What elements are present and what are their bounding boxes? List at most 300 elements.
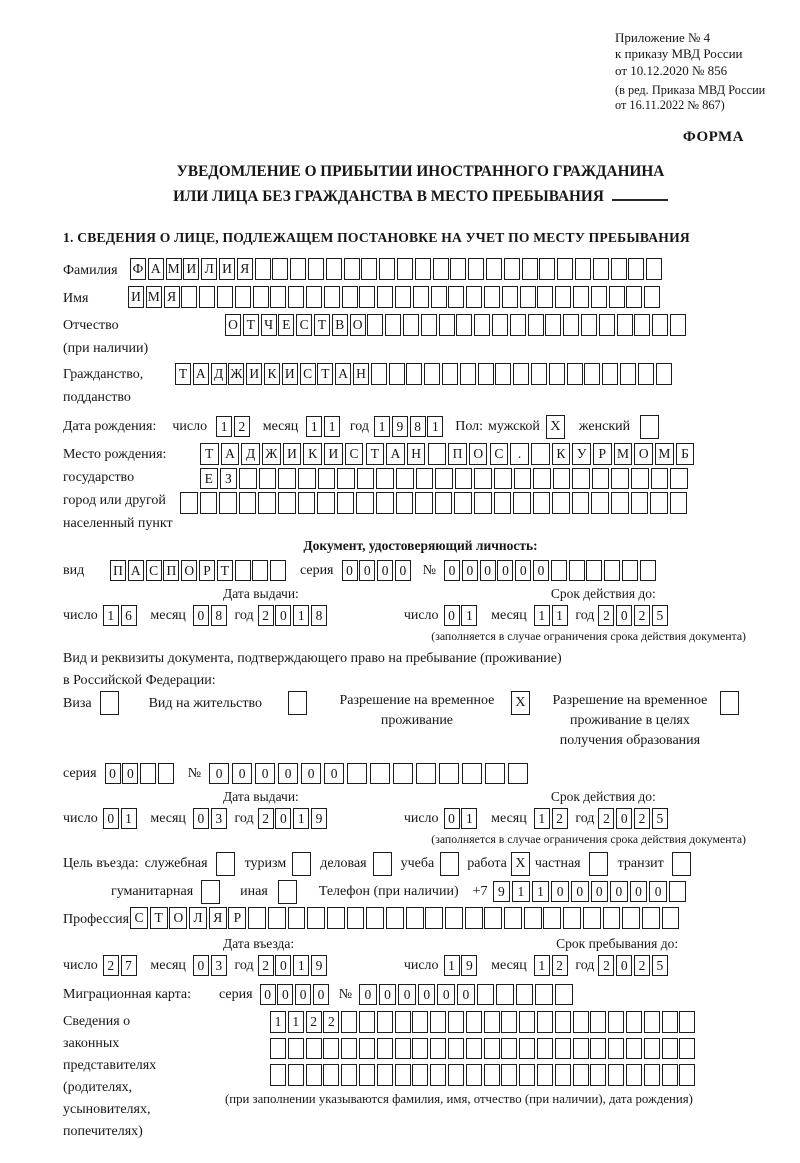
char-cell[interactable] [306, 1064, 322, 1086]
char-cell[interactable] [662, 1038, 678, 1060]
char-cell[interactable] [403, 314, 419, 336]
char-cell[interactable]: Т [150, 907, 168, 929]
char-cell[interactable]: Т [317, 363, 333, 385]
char-cell[interactable] [430, 1011, 446, 1033]
char-cell[interactable] [591, 286, 607, 308]
char-cell[interactable]: 0 [193, 605, 209, 627]
char-cell[interactable] [573, 1011, 589, 1033]
char-cell[interactable] [575, 258, 591, 280]
char-cell[interactable] [646, 258, 662, 280]
char-cell[interactable]: Е [278, 314, 294, 336]
char-cell[interactable] [524, 907, 542, 929]
char-cell[interactable]: 0 [275, 605, 291, 627]
char-cell[interactable]: 9 [311, 808, 327, 830]
char-cell[interactable] [484, 907, 502, 929]
char-cell[interactable] [389, 363, 405, 385]
char-cell[interactable]: А [128, 560, 144, 582]
char-cell[interactable] [253, 286, 269, 308]
char-cell[interactable] [533, 492, 551, 514]
char-cell[interactable]: К [303, 443, 322, 465]
char-cell[interactable]: 8 [311, 605, 327, 627]
char-cell[interactable] [439, 763, 459, 785]
char-cell[interactable]: 0 [444, 808, 460, 830]
char-cell[interactable] [592, 468, 610, 490]
char-cell[interactable] [406, 363, 422, 385]
char-cell[interactable]: 1 [534, 955, 550, 977]
transit-checkbox[interactable] [672, 852, 691, 876]
char-cell[interactable]: И [246, 363, 262, 385]
char-cell[interactable]: М [614, 443, 633, 465]
char-cell[interactable] [462, 763, 482, 785]
char-cell[interactable] [519, 1064, 535, 1086]
char-cell[interactable]: 1 [293, 605, 309, 627]
char-cell[interactable] [583, 907, 601, 929]
char-cell[interactable] [448, 286, 464, 308]
char-cell[interactable] [552, 492, 570, 514]
char-cell[interactable]: С [296, 314, 312, 336]
char-cell[interactable] [553, 468, 571, 490]
char-cell[interactable]: 1 [534, 808, 550, 830]
char-cell[interactable]: 2 [634, 955, 650, 977]
char-cell[interactable]: 0 [103, 808, 119, 830]
char-cell[interactable] [371, 363, 387, 385]
char-cell[interactable] [501, 1064, 517, 1086]
char-cell[interactable]: 2 [552, 955, 568, 977]
char-cell[interactable] [501, 1038, 517, 1060]
char-cell[interactable]: 2 [598, 808, 614, 830]
char-cell[interactable] [359, 1038, 375, 1060]
char-cell[interactable] [528, 314, 544, 336]
char-cell[interactable]: 0 [480, 560, 496, 582]
char-cell[interactable]: 2 [598, 605, 614, 627]
char-cell[interactable]: 2 [634, 605, 650, 627]
char-cell[interactable] [555, 984, 573, 1006]
char-cell[interactable] [376, 468, 394, 490]
char-cell[interactable] [270, 1038, 286, 1060]
char-cell[interactable] [474, 492, 492, 514]
char-cell[interactable] [631, 468, 649, 490]
char-cell[interactable] [288, 907, 306, 929]
char-cell[interactable] [537, 1038, 553, 1060]
char-cell[interactable] [514, 468, 532, 490]
char-cell[interactable] [270, 286, 286, 308]
char-cell[interactable] [460, 363, 476, 385]
char-cell[interactable]: 1 [103, 605, 119, 627]
char-cell[interactable] [341, 1038, 357, 1060]
char-cell[interactable] [670, 314, 686, 336]
char-cell[interactable]: 0 [105, 763, 121, 785]
char-cell[interactable] [656, 363, 672, 385]
char-cell[interactable] [573, 286, 589, 308]
char-cell[interactable] [502, 286, 518, 308]
char-cell[interactable]: 1 [121, 808, 137, 830]
char-cell[interactable] [415, 492, 433, 514]
char-cell[interactable] [631, 492, 649, 514]
char-cell[interactable] [239, 468, 257, 490]
char-cell[interactable] [508, 763, 528, 785]
char-cell[interactable]: 2 [234, 416, 250, 438]
char-cell[interactable] [555, 286, 571, 308]
char-cell[interactable]: 9 [461, 955, 477, 977]
char-cell[interactable] [341, 1011, 357, 1033]
char-cell[interactable] [359, 1011, 375, 1033]
char-cell[interactable]: 0 [275, 808, 291, 830]
char-cell[interactable]: 2 [258, 955, 274, 977]
char-cell[interactable]: 1 [512, 881, 530, 903]
char-cell[interactable] [337, 468, 355, 490]
char-cell[interactable] [604, 560, 620, 582]
char-cell[interactable] [593, 258, 609, 280]
char-cell[interactable] [377, 286, 393, 308]
char-cell[interactable]: 7 [121, 955, 137, 977]
char-cell[interactable] [415, 258, 431, 280]
char-cell[interactable] [543, 907, 561, 929]
char-cell[interactable]: 0 [379, 984, 397, 1006]
char-cell[interactable] [288, 286, 304, 308]
char-cell[interactable] [626, 1038, 642, 1060]
char-cell[interactable]: Н [353, 363, 369, 385]
char-cell[interactable]: 0 [377, 560, 393, 582]
char-cell[interactable] [670, 492, 688, 514]
char-cell[interactable]: 0 [277, 984, 293, 1006]
char-cell[interactable] [608, 1064, 624, 1086]
char-cell[interactable]: 0 [275, 955, 291, 977]
char-cell[interactable] [323, 1064, 339, 1086]
char-cell[interactable] [474, 468, 492, 490]
char-cell[interactable] [435, 468, 453, 490]
char-cell[interactable] [252, 560, 268, 582]
humanitarian-checkbox[interactable] [201, 880, 220, 904]
char-cell[interactable]: . [510, 443, 529, 465]
char-cell[interactable]: И [183, 258, 199, 280]
char-cell[interactable] [590, 1011, 606, 1033]
char-cell[interactable] [478, 363, 494, 385]
char-cell[interactable] [255, 258, 271, 280]
char-cell[interactable] [484, 1011, 500, 1033]
char-cell[interactable] [439, 314, 455, 336]
char-cell[interactable] [307, 907, 325, 929]
char-cell[interactable] [377, 1011, 393, 1033]
char-cell[interactable]: Ж [228, 363, 244, 385]
char-cell[interactable] [200, 492, 218, 514]
char-cell[interactable]: 0 [533, 560, 549, 582]
char-cell[interactable] [298, 492, 316, 514]
char-cell[interactable]: 0 [437, 984, 455, 1006]
char-cell[interactable]: С [345, 443, 364, 465]
char-cell[interactable]: С [300, 363, 316, 385]
tourism-checkbox[interactable] [292, 852, 311, 876]
char-cell[interactable] [466, 1038, 482, 1060]
char-cell[interactable] [344, 258, 360, 280]
char-cell[interactable] [270, 560, 286, 582]
char-cell[interactable] [563, 907, 581, 929]
char-cell[interactable] [549, 363, 565, 385]
char-cell[interactable] [377, 1064, 393, 1086]
char-cell[interactable]: 0 [342, 560, 358, 582]
male-checkbox[interactable]: X [546, 415, 565, 439]
char-cell[interactable]: 0 [301, 763, 321, 785]
char-cell[interactable]: 2 [552, 808, 568, 830]
char-cell[interactable] [474, 314, 490, 336]
char-cell[interactable]: 2 [306, 1011, 322, 1033]
char-cell[interactable] [342, 286, 358, 308]
char-cell[interactable]: П [163, 560, 179, 582]
char-cell[interactable] [486, 258, 502, 280]
char-cell[interactable]: 0 [444, 560, 460, 582]
char-cell[interactable]: 1 [293, 955, 309, 977]
char-cell[interactable]: 0 [515, 560, 531, 582]
char-cell[interactable] [504, 258, 520, 280]
char-cell[interactable]: 1 [461, 605, 477, 627]
char-cell[interactable]: 1 [324, 416, 340, 438]
char-cell[interactable] [572, 468, 590, 490]
char-cell[interactable] [379, 258, 395, 280]
char-cell[interactable] [516, 984, 534, 1006]
char-cell[interactable]: 0 [122, 763, 138, 785]
char-cell[interactable] [288, 1038, 304, 1060]
char-cell[interactable] [258, 492, 276, 514]
char-cell[interactable] [520, 286, 536, 308]
char-cell[interactable]: 0 [610, 881, 628, 903]
char-cell[interactable]: 0 [649, 881, 667, 903]
char-cell[interactable]: 0 [209, 763, 229, 785]
char-cell[interactable] [679, 1064, 695, 1086]
char-cell[interactable] [537, 1011, 553, 1033]
char-cell[interactable]: Т [217, 560, 233, 582]
char-cell[interactable] [638, 363, 654, 385]
char-cell[interactable] [494, 492, 512, 514]
char-cell[interactable] [199, 286, 215, 308]
char-cell[interactable] [496, 984, 514, 1006]
char-cell[interactable]: В [332, 314, 348, 336]
char-cell[interactable] [584, 363, 600, 385]
char-cell[interactable] [341, 1064, 357, 1086]
char-cell[interactable] [347, 763, 367, 785]
char-cell[interactable] [416, 468, 434, 490]
char-cell[interactable]: 0 [295, 984, 311, 1006]
char-cell[interactable] [670, 468, 688, 490]
char-cell[interactable]: С [490, 443, 509, 465]
char-cell[interactable] [278, 492, 296, 514]
char-cell[interactable]: 0 [630, 881, 648, 903]
char-cell[interactable]: 9 [493, 881, 511, 903]
char-cell[interactable] [324, 286, 340, 308]
char-cell[interactable] [634, 314, 650, 336]
char-cell[interactable] [395, 1064, 411, 1086]
char-cell[interactable] [359, 286, 375, 308]
char-cell[interactable] [217, 286, 233, 308]
char-cell[interactable] [537, 1064, 553, 1086]
char-cell[interactable] [609, 286, 625, 308]
char-cell[interactable]: И [324, 443, 343, 465]
private-checkbox[interactable] [589, 852, 608, 876]
char-cell[interactable] [308, 258, 324, 280]
char-cell[interactable] [323, 1038, 339, 1060]
char-cell[interactable] [555, 1064, 571, 1086]
char-cell[interactable] [468, 258, 484, 280]
char-cell[interactable]: Д [211, 363, 227, 385]
char-cell[interactable] [590, 1064, 606, 1086]
char-cell[interactable] [428, 443, 447, 465]
char-cell[interactable] [608, 1038, 624, 1060]
char-cell[interactable] [370, 763, 390, 785]
char-cell[interactable]: 0 [571, 881, 589, 903]
char-cell[interactable]: 1 [374, 416, 390, 438]
char-cell[interactable] [397, 258, 413, 280]
char-cell[interactable]: М [146, 286, 162, 308]
char-cell[interactable]: 8 [211, 605, 227, 627]
char-cell[interactable]: 5 [652, 955, 668, 977]
char-cell[interactable] [235, 286, 251, 308]
char-cell[interactable]: 1 [427, 416, 443, 438]
char-cell[interactable] [465, 907, 483, 929]
char-cell[interactable]: 6 [121, 605, 137, 627]
char-cell[interactable]: Н [407, 443, 426, 465]
char-cell[interactable]: Ч [261, 314, 277, 336]
char-cell[interactable] [504, 907, 522, 929]
char-cell[interactable] [679, 1038, 695, 1060]
char-cell[interactable] [435, 492, 453, 514]
char-cell[interactable]: О [350, 314, 366, 336]
char-cell[interactable]: Т [175, 363, 191, 385]
char-cell[interactable] [395, 1038, 411, 1060]
study-checkbox[interactable] [440, 852, 459, 876]
char-cell[interactable]: 2 [323, 1011, 339, 1033]
char-cell[interactable] [626, 1064, 642, 1086]
char-cell[interactable] [278, 468, 296, 490]
char-cell[interactable] [367, 314, 383, 336]
char-cell[interactable]: 9 [392, 416, 408, 438]
char-cell[interactable]: П [110, 560, 126, 582]
char-cell[interactable]: Ж [262, 443, 281, 465]
char-cell[interactable] [484, 1064, 500, 1086]
char-cell[interactable]: 1 [534, 605, 550, 627]
char-cell[interactable]: С [130, 907, 148, 929]
char-cell[interactable] [412, 1038, 428, 1060]
char-cell[interactable] [396, 468, 414, 490]
char-cell[interactable] [586, 560, 602, 582]
business-checkbox[interactable] [373, 852, 392, 876]
char-cell[interactable]: Т [366, 443, 385, 465]
char-cell[interactable]: 0 [193, 955, 209, 977]
char-cell[interactable] [644, 1064, 660, 1086]
char-cell[interactable] [602, 363, 618, 385]
char-cell[interactable]: 0 [260, 984, 276, 1006]
char-cell[interactable] [611, 492, 629, 514]
char-cell[interactable] [424, 363, 440, 385]
char-cell[interactable] [573, 1038, 589, 1060]
char-cell[interactable] [454, 492, 472, 514]
char-cell[interactable]: Р [593, 443, 612, 465]
char-cell[interactable]: 0 [616, 605, 632, 627]
residence-permit-checkbox[interactable] [288, 691, 307, 715]
char-cell[interactable] [622, 560, 638, 582]
char-cell[interactable] [535, 984, 553, 1006]
char-cell[interactable]: А [386, 443, 405, 465]
char-cell[interactable]: 1 [293, 808, 309, 830]
char-cell[interactable] [395, 286, 411, 308]
char-cell[interactable]: 3 [211, 955, 227, 977]
char-cell[interactable]: 1 [461, 808, 477, 830]
char-cell[interactable]: 0 [193, 808, 209, 830]
char-cell[interactable] [430, 1064, 446, 1086]
char-cell[interactable]: Я [237, 258, 253, 280]
char-cell[interactable] [626, 1011, 642, 1033]
char-cell[interactable] [555, 1038, 571, 1060]
char-cell[interactable] [581, 314, 597, 336]
char-cell[interactable]: Л [201, 258, 217, 280]
char-cell[interactable]: 9 [311, 955, 327, 977]
char-cell[interactable] [484, 286, 500, 308]
char-cell[interactable] [642, 907, 660, 929]
char-cell[interactable]: 2 [258, 808, 274, 830]
char-cell[interactable] [306, 1038, 322, 1060]
char-cell[interactable] [366, 907, 384, 929]
char-cell[interactable] [235, 560, 251, 582]
char-cell[interactable]: 2 [103, 955, 119, 977]
char-cell[interactable]: М [655, 443, 674, 465]
char-cell[interactable] [599, 314, 615, 336]
char-cell[interactable]: Я [209, 907, 227, 929]
char-cell[interactable]: Л [189, 907, 207, 929]
char-cell[interactable] [591, 492, 609, 514]
char-cell[interactable] [494, 468, 512, 490]
char-cell[interactable] [492, 314, 508, 336]
char-cell[interactable] [644, 1011, 660, 1033]
char-cell[interactable] [406, 907, 424, 929]
char-cell[interactable] [662, 1011, 678, 1033]
char-cell[interactable] [361, 258, 377, 280]
char-cell[interactable] [413, 286, 429, 308]
char-cell[interactable] [603, 907, 621, 929]
char-cell[interactable]: А [193, 363, 209, 385]
char-cell[interactable]: З [220, 468, 238, 490]
temp-residence-edu-checkbox[interactable] [720, 691, 739, 715]
char-cell[interactable] [433, 258, 449, 280]
char-cell[interactable] [628, 258, 644, 280]
char-cell[interactable]: С [146, 560, 162, 582]
char-cell[interactable] [662, 907, 680, 929]
char-cell[interactable] [268, 907, 286, 929]
other-checkbox[interactable] [278, 880, 297, 904]
char-cell[interactable]: Е [200, 468, 218, 490]
char-cell[interactable] [652, 314, 668, 336]
char-cell[interactable]: А [335, 363, 351, 385]
char-cell[interactable] [386, 907, 404, 929]
char-cell[interactable] [448, 1011, 464, 1033]
char-cell[interactable]: И [282, 363, 298, 385]
char-cell[interactable]: О [225, 314, 241, 336]
char-cell[interactable] [326, 258, 342, 280]
char-cell[interactable]: 0 [232, 763, 252, 785]
char-cell[interactable] [622, 907, 640, 929]
char-cell[interactable]: А [221, 443, 240, 465]
char-cell[interactable] [412, 1064, 428, 1086]
char-cell[interactable] [519, 1011, 535, 1033]
char-cell[interactable]: 0 [395, 560, 411, 582]
char-cell[interactable] [327, 907, 345, 929]
char-cell[interactable] [567, 363, 583, 385]
char-cell[interactable] [290, 258, 306, 280]
char-cell[interactable] [140, 763, 156, 785]
char-cell[interactable] [531, 443, 550, 465]
char-cell[interactable]: 2 [258, 605, 274, 627]
char-cell[interactable] [180, 492, 198, 514]
char-cell[interactable] [644, 1038, 660, 1060]
char-cell[interactable] [669, 881, 687, 903]
char-cell[interactable] [644, 286, 660, 308]
char-cell[interactable] [306, 286, 322, 308]
